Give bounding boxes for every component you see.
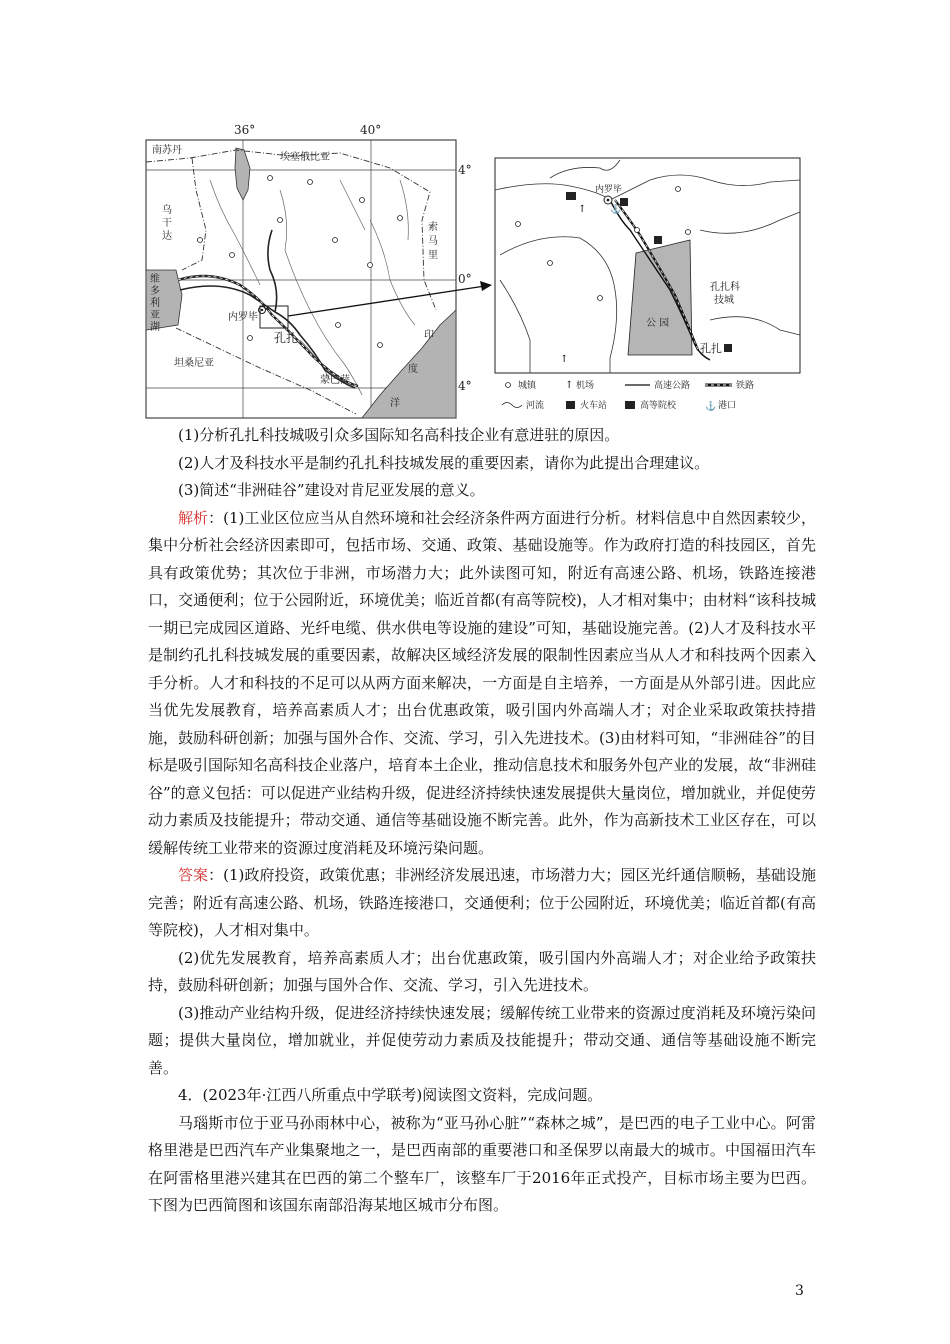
svg-text:↑: ↑ <box>560 354 569 365</box>
legend-port: 港口 <box>718 401 737 411</box>
legend-town: 城镇 <box>518 381 537 391</box>
svg-text:↑: ↑ <box>578 204 587 215</box>
lat-4s-label: 4° <box>458 379 472 393</box>
legend-college: 高等院校 <box>640 401 677 411</box>
inset-park <box>628 240 692 355</box>
question-1: (1)分析孔扎科技城吸引众多国际知名高科技企业有意进驻的原因。 <box>178 426 620 444</box>
legend-station: 火车站 <box>580 401 608 411</box>
inset-label-park: 公 园 <box>646 318 670 329</box>
label-ocean-1: 印 <box>424 330 434 341</box>
inset-label-konza-tech-2: 技城 <box>714 295 734 306</box>
label-south-sudan: 南苏丹 <box>152 145 182 156</box>
label-uganda-3: 达 <box>162 231 172 242</box>
legend <box>502 379 754 412</box>
arrow-head <box>480 281 492 291</box>
label-lake-3: 利 <box>150 298 160 309</box>
inset-label-konza-tech-1: 孔扎科 <box>710 282 740 293</box>
inset-label-nairobi: 内罗毕 <box>595 185 623 195</box>
legend-port-icon: ⚓ <box>705 402 717 412</box>
question-2: (2)人才及科技水平是制约孔扎科技城发展的重要因素，请你为此提出合理建议。 <box>178 453 710 472</box>
questions-block <box>148 422 816 1220</box>
answer-paragraph-3: (3)推动产业结构升级，促进经济持续快速发展；缓解传统工业带来的资源过度消耗及环境污染问题；提供大量岗位，增加就业，并促使劳动力素质及技能提升；带动交通、通信等基础设施不断完善。 <box>148 1003 816 1077</box>
analysis-paragraph <box>148 505 816 863</box>
lat-0-label: 0° <box>458 272 472 286</box>
question-3: (3)简述“非洲硅谷”建设对肯尼亚发展的意义。 <box>178 481 485 499</box>
legend-airport: 机场 <box>576 381 595 391</box>
label-ocean-2: 度 <box>408 364 418 375</box>
label-somalia-3: 里 <box>428 250 438 261</box>
label-somalia-1: 索 <box>428 222 438 233</box>
label-konza: 孔扎 <box>274 331 299 345</box>
lon-36-label: 36° <box>234 123 256 137</box>
legend-river-icon <box>502 403 522 408</box>
label-lake-4: 亚 <box>150 310 160 321</box>
answer-text-1: ：(1)政府投资，政策优惠；非洲经济发展迅速，市场潜力大；园区光纤通信顺畅，基础设施完善；附近有高速公路、机场，铁路连接港口，交通便利；位于公园附近，环境优美；临近首都(有高等院校)，人才相对集中。 <box>148 866 816 939</box>
label-tanzania: 坦桑尼亚 <box>174 358 214 369</box>
page-number: 3 <box>795 1283 804 1299</box>
label-lake-2: 多 <box>150 286 160 297</box>
label-somalia-2: 马 <box>428 236 438 247</box>
analysis-label: 解析 <box>178 508 209 527</box>
label-lake-1: 维 <box>150 274 160 285</box>
answer-label: 答案 <box>178 866 209 884</box>
legend-highway: 高速公路 <box>654 381 691 391</box>
label-ocean-3: 洋 <box>390 398 400 409</box>
lon-40-label: 40° <box>360 123 382 137</box>
inset-label-konza: 孔扎 <box>700 342 722 355</box>
legend-college-icon <box>625 401 635 409</box>
map-figure <box>140 120 810 425</box>
question-4-body: 马瑙斯市位于亚马孙雨林中心，被称为“亚马孙心脏”“森林之城”，是巴西的电子工业中心。阿雷格里港是巴西汽车产业集聚地之一，是巴西南部的重要港口和圣保罗以南最大的城市。中国福田汽车在阿雷格里港兴建其在巴西的第二个整车厂，该整车厂于2016年正式投产，目标市场主要为巴西。下图为巴西简图和该国东南部沿海某地区城市分布图。 <box>148 1113 816 1214</box>
legend-town-icon <box>506 383 511 388</box>
legend-railway: 铁路 <box>736 381 755 391</box>
nairobi-marker-dot <box>261 309 263 311</box>
label-lake-5: 湖 <box>150 322 160 333</box>
label-mombasa: 蒙巴萨 <box>320 375 350 386</box>
label-ethiopia: 埃塞俄比亚 <box>280 152 330 163</box>
lat-4n-label: 4° <box>458 163 472 177</box>
legend-river: 河流 <box>526 401 545 411</box>
kenya-map-svg <box>140 120 810 425</box>
analysis-text: ：(1)工业区位应当从自然环境和社会经济条件两方面进行分析。材料信息中自然因素较少，集中分析社会经济因素即可，包括市场、交通、政策、基础设施等。作为政府打造的科技园区，首先具有政策优势；其次位于非洲，市场潜力大；此外读图可知，附近有高速公路、机场，铁路连接港口，交通便利；位于公园附近，环境优美；临近首都(有高等院校)，人才相对集中；由材料“该科技城一期已完成园区道路、光纤电缆、供水供电等设施的建设”可知，基础设施完善。(2)人才及科技水平是制约孔扎科技城发展的重要因素，故解决区域经济发展的限制性因素应当从人才和科技两个因素入手分析。人才和科技的不足可以从两方面来解决，一方面是自主培养，一方面是从外部引进。因此应当优先发展教育，培养高素质人才；出台优惠政策，吸引国内外高端人才；对企业采取政策扶持措施，鼓励科研创新；加强与国外合作、交流、学习，引入先进技术。(3)由材料可知，“非洲硅谷”的目标是吸引国际知名高科技企业落户，培育本土企业，推动信息技术和服务外包产业的发展，故“非洲硅谷”的意义包括：可以促进产业结构升级，促进经济持续快速发展提供大量岗位，增加就业，并促使劳动力素质及技能提升；带动交通、通信等基础设施不断完善。此外，作为高新技术工业区存在，可以缓解传统工业带来的资源过度消耗及环境污染问题。 <box>148 508 816 857</box>
svg-text:⚓: ⚓ <box>610 205 622 215</box>
label-nairobi: 内罗毕 <box>228 312 258 323</box>
inset-nairobi-dot <box>607 199 610 202</box>
legend-airport-icon: ↑ <box>565 380 574 391</box>
label-uganda-1: 乌 <box>162 205 172 216</box>
answer-paragraph-1 <box>148 862 816 945</box>
label-uganda-2: 干 <box>162 218 172 229</box>
answer-paragraph-2: (2)优先发展教育，培养高素质人才；出台优惠政策，吸引国内外高端人才；对企业给予政策扶持，鼓励科研创新；加强与国外合作、交流、学习，引入先进技术。 <box>148 948 816 994</box>
legend-station-icon <box>566 401 575 409</box>
question-4-header: 4．(2023年·江西八所重点中学联考)阅读图文资料，完成问题。 <box>178 1086 603 1104</box>
